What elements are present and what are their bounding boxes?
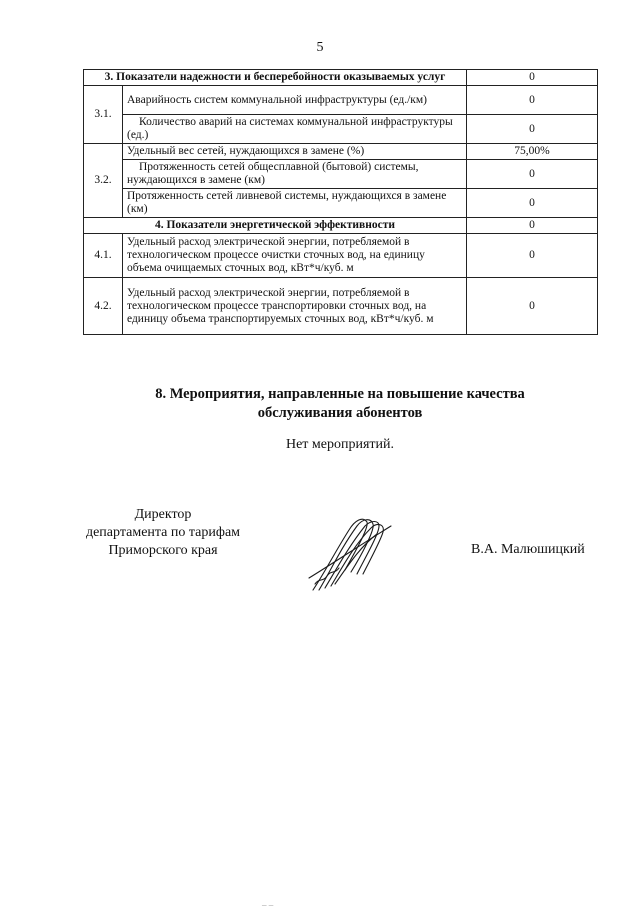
table-row bbox=[84, 115, 598, 144]
section-4-title: 4. Показатели энергетической эффективности bbox=[84, 218, 467, 234]
indicators-table bbox=[83, 69, 598, 335]
signer-position-line-1: Директор bbox=[134, 507, 192, 522]
table-row bbox=[84, 234, 598, 278]
section-3-title: 3. Показатели надежности и бесперебойности оказываемых услуг bbox=[84, 70, 467, 86]
table-row bbox=[84, 278, 598, 335]
signer-position-line-3: Приморского края bbox=[108, 543, 218, 558]
indicator-value: 0 bbox=[467, 160, 598, 189]
indicator-label: Протяженность сетей общесплавной (бытовой) системы, нуждающихся в замене (км) bbox=[123, 160, 467, 189]
section-8-heading-line-1: 8. Мероприятия, направленные на повышение качества bbox=[155, 386, 525, 402]
signer-name: В.А. Малюшицкий bbox=[471, 542, 585, 557]
indicator-value: 0 bbox=[467, 234, 598, 278]
section-8-body: Нет мероприятий. bbox=[285, 437, 395, 452]
indicator-label: Аварийность систем коммунальной инфраструктуры (ед./км) bbox=[123, 86, 467, 115]
indicator-value: 0 bbox=[467, 86, 598, 115]
table-row bbox=[84, 160, 598, 189]
indicator-label: Удельный вес сетей, нуждающихся в замене (%) bbox=[123, 144, 467, 160]
section-8-heading bbox=[0, 385, 640, 423]
indicator-label: Протяженность сетей ливневой системы, нуждающихся в замене (км) bbox=[123, 189, 467, 218]
table-row bbox=[84, 144, 598, 160]
handwritten-signature bbox=[305, 512, 395, 594]
indicator-label: Удельный расход электрической энергии, потребляемой в технологическом процессе очистки сточных вод, на единицу объема очищаемых сточных вод, кВт*ч/куб. м bbox=[123, 234, 467, 278]
indicator-value: 0 bbox=[467, 115, 598, 144]
indicator-value: 75,00% bbox=[467, 144, 598, 160]
indicator-label: Удельный расход электрической энергии, потребляемой в технологическом процессе транспортировки сточных вод, на единицу объема транспортируемых сточных вод, кВт*ч/куб. м bbox=[123, 278, 467, 335]
indicator-value: 0 bbox=[467, 278, 598, 335]
signer-position-line-2: департамента по тарифам bbox=[85, 525, 241, 540]
section-4-value: 0 bbox=[467, 218, 598, 234]
signer-position bbox=[78, 506, 248, 560]
row-number-3-2: 3.2. bbox=[84, 144, 123, 218]
section-8-heading-line-2: обслуживания абонентов bbox=[257, 405, 423, 421]
page-number: 5 bbox=[316, 40, 324, 55]
indicator-value: 0 bbox=[467, 189, 598, 218]
section-3-value: 0 bbox=[467, 70, 598, 86]
indicator-label: Количество аварий на системах коммунальной инфраструктуры (ед.) bbox=[123, 115, 467, 144]
table-row bbox=[84, 189, 598, 218]
footer-mark: – – bbox=[262, 900, 274, 910]
row-number-3-1: 3.1. bbox=[84, 86, 123, 144]
row-number-4-2: 4.2. bbox=[84, 278, 123, 335]
table-row bbox=[84, 70, 598, 86]
table-row bbox=[84, 86, 598, 115]
table-row bbox=[84, 218, 598, 234]
row-number-4-1: 4.1. bbox=[84, 234, 123, 278]
